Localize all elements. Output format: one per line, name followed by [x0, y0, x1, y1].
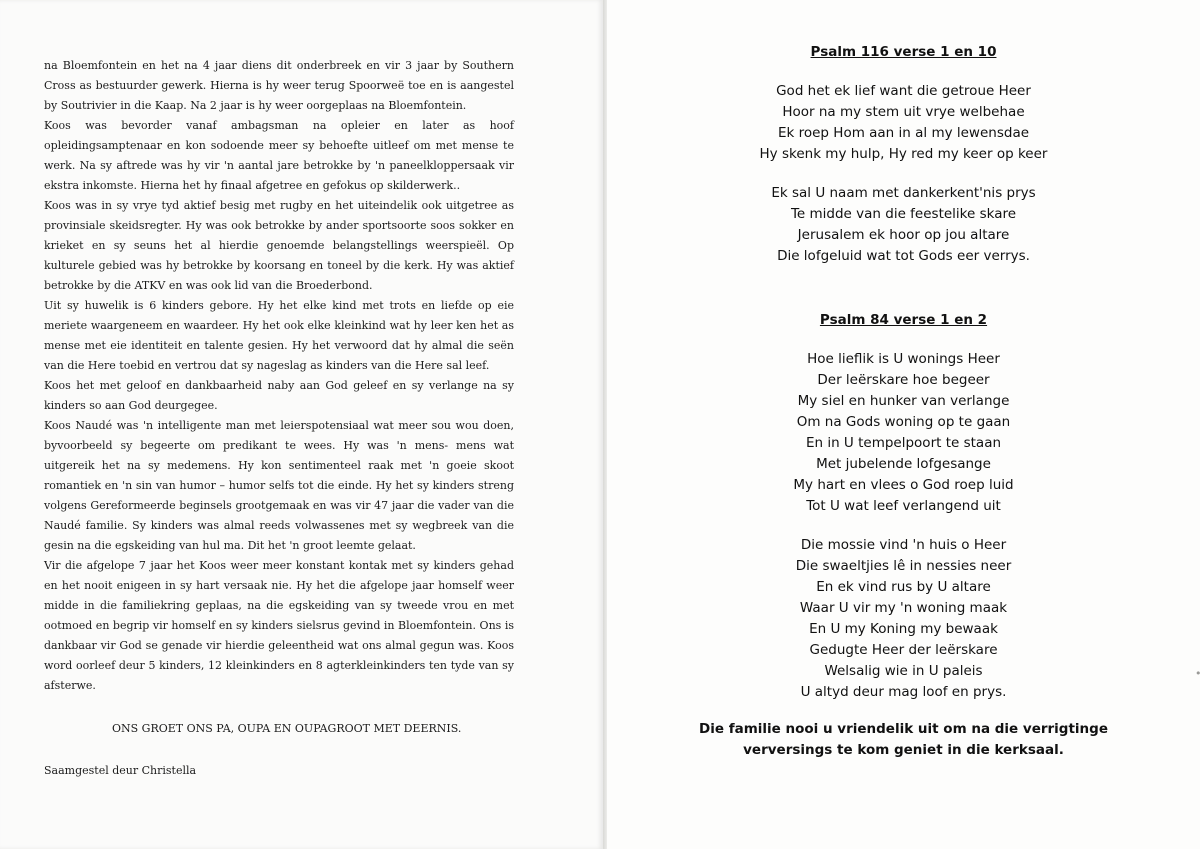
- paragraph-character: Koos Naudé was 'n intelligente man met leierspotensiaal wat meer sou wou doen, byvoorbeeld sy begeerte om predikant te wees. Hy was 'n mens- mens wat uitgereik het na sy medemens. Hy kon sentimenteel raak met 'n goeie skoot romantiek en 'n sin van humor – humor selfs tot die einde. Hy het sy kinders streng volgens Gereformeerde beginsels grootgemaak en was vir 47 jaar die vader van die Naudé familie. Sy kinders was almal reeds volwassenes met sy wegbreek van die gesin na die egskeiding van hul ma. Dit het 'n groot leemte gelaat.: [44, 419, 514, 552]
- verse-line: Om na Gods woning op te gaan: [796, 414, 1011, 430]
- scan-speck: •: [1195, 667, 1202, 680]
- verse-line: My hart en vlees o God roep luid: [793, 477, 1014, 493]
- psalm-116-title: Psalm 116 verse 1 en 10: [810, 44, 997, 60]
- psalm-116-block: [607, 42, 1200, 285]
- paragraph-children: Uit sy huwelik is 6 kinders gebore. Hy het elke kind met trots en liefde op eie meriete waargeneem en waardeer. Hy het ook elke kleinkind wat hy leer ken het as mense met eie identiteit en talente gesien. Hy het verwoord dat hy almal die seën van die Here toebid en vertrou dat sy nageslag as kinders van die Here sal leef.: [44, 299, 514, 372]
- verse-line: En U my Koning my bewaak: [809, 621, 998, 637]
- verse-line: Waar U vir my 'n woning maak: [799, 600, 1008, 616]
- verse-line: Die swaeltjies lê in nessies neer: [795, 558, 1012, 574]
- verse-line: Met jubelende lofgesange: [816, 456, 991, 472]
- closing-invitation: [607, 719, 1200, 761]
- right-page: [607, 0, 1200, 849]
- farewell-greeting: ONS GROET ONS PA, OUPA EN OUPAGROOT MET DEERNIS.: [112, 722, 462, 735]
- verse-line: Hoor na my stem uit vrye welbehae: [782, 104, 1025, 120]
- paragraph-sport-culture: Koos was in sy vrye tyd aktief besig met rugby en het uiteindelik ook uitgetree as provinsiale skeidsregter. Hy was ook betrokke by ander sportsoorte soos sokker en krieket en sy seuns het al hierdie genoemde belangstellings weerspieël. Op kulturele gebied was hy betrokke by koorsang en toneel by die kerk. Hy was aktief betrokke by die ATKV en was ook lid van die Broederbond.: [44, 199, 514, 292]
- verse-line: En ek vind rus by U altare: [816, 579, 991, 595]
- verse-line: Der leërskare hoe begeer: [817, 372, 990, 388]
- verse-line: Die mossie vind 'n huis o Heer: [800, 537, 1007, 553]
- verse-line: My siel en hunker van verlange: [797, 393, 1010, 409]
- psalm-116-stanza-1: [607, 81, 1200, 165]
- verse-line: Tot U wat leef verlangend uit: [806, 498, 1001, 514]
- closing-line: Die familie nooi u vriendelik uit om na die verrigtinge: [699, 721, 1108, 737]
- psalm-84-title: Psalm 84 verse 1 en 2: [819, 312, 988, 328]
- obituary-text: [44, 56, 514, 696]
- verse-line: Ek roep Hom aan in al my lewensdae: [777, 125, 1030, 141]
- psalm-116-stanza-2: [607, 183, 1200, 267]
- verse-line: Gedugte Heer der leërskare: [809, 642, 998, 658]
- verse-line: U altyd deur mag loof en prys.: [800, 684, 1007, 700]
- verse-line: En in U tempelpoort te staan: [805, 435, 1002, 451]
- verse-line: Welsalig wie in U paleis: [824, 663, 983, 679]
- verse-line: God het ek lief want die getroue Heer: [776, 83, 1031, 99]
- psalm-84-block: [607, 310, 1200, 721]
- verse-line: Hoe lieflik is U wonings Heer: [807, 351, 1000, 367]
- closing-line: verversings te kom geniet in die kerksaal.: [743, 742, 1064, 758]
- verse-line: Hy skenk my hulp, Hy red my keer op keer: [759, 146, 1048, 162]
- verse-line: Die lofgeluid wat tot Gods eer verrys.: [777, 248, 1030, 264]
- psalm-84-stanza-2: [607, 535, 1200, 703]
- paragraph-career: na Bloemfontein en het na 4 jaar diens dit onderbreek en vir 3 jaar by Southern Cross as bestuurder gewerk. Hierna is hy weer terug Spoorweë toe en is aangestel by Soutrivier in die Kaap. Na 2 jaar is hy weer oorgeplaas na Bloemfontein.: [44, 59, 514, 112]
- paragraph-final-years: Vir die afgelope 7 jaar het Koos weer meer konstant kontak met sy kinders gehad en het nooit enigeen in sy hart versaak nie. Hy het die afgelope jaar homself weer midde in die familiekring geplaas, na die egskeiding van sy tweede vrou en met ootmoed en begrip vir homself en sy kinders sielsrus gevind in Bloemfontein. Ons is dankbaar vir God se genade vir hierdie geleentheid wat ons almal gegun was. Koos word oorleef deur 5 kinders, 12 kleinkinders en 8 agterkleinkinders ten tyde van sy afsterwe.: [44, 559, 514, 692]
- paragraph-promotion: Koos was bevorder vanaf ambagsman na opleier en later as hoof opleidingsamptenaar en kon sodoende meer sy behoefte uitleef om met mense te werk. Na sy aftrede was hy vir 'n aantal jare betrokke by 'n paneelkloppersaak vir ekstra inkomste. Hierna het hy finaal afgetree en gefokus op skilderwerk..: [44, 119, 514, 192]
- verse-line: Te midde van die feestelike skare: [790, 206, 1017, 222]
- verse-line: Jerusalem ek hoor op jou altare: [797, 227, 1010, 243]
- psalm-84-stanza-1: [607, 349, 1200, 517]
- compiled-by-line: Saamgestel deur Christella: [44, 764, 197, 777]
- verse-line: Ek sal U naam met dankerkent'nis prys: [771, 185, 1036, 201]
- paragraph-faith: Koos het met geloof en dankbaarheid naby aan God geleef en sy verlange na sy kinders so aan God deurgegee.: [44, 379, 514, 412]
